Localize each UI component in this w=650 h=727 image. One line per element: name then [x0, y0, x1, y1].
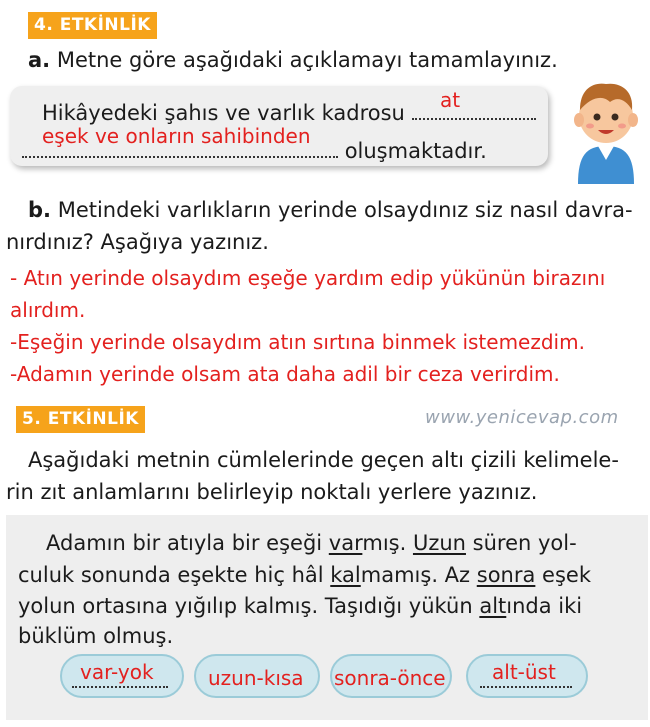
activity-5-instruction-1: Aşağıdaki metnin cümlelerinde geçen altı çizili kelimele- [28, 448, 619, 472]
answer-blank-1[interactable] [412, 98, 536, 120]
part-a-text: Metne göre aşağıdaki açıklamayı tamamlayınız. [56, 48, 558, 72]
completion-line-1-text: Hikâyedeki şahıs ve varlık kadrosu [42, 101, 405, 125]
answer-pill-4-text: alt-üst [492, 660, 556, 684]
part-a-instruction [28, 46, 558, 74]
underlined-word-kal: kal [330, 563, 361, 587]
passage-text: süren yol- [465, 531, 577, 555]
activity-5-badge: 5. ETKİNLİK [16, 406, 145, 433]
part-b-answer-1: - Atın yerinde olsaydım eşeğe yardım edip yükünün birazını [10, 266, 606, 290]
completion-line-1 [42, 98, 536, 127]
part-b-letter: b. [28, 198, 52, 222]
activity-5-instruction-2: rin zıt anlamlarını belirleyip noktalı yerlere yazınız. [6, 480, 538, 504]
passage-text: ında iki [506, 594, 583, 618]
answer-pill-1-dots [72, 686, 168, 688]
watermark: www.yenicevap.com [425, 407, 619, 428]
passage-text: eşek [535, 563, 591, 587]
underlined-word-uzun: Uzun [412, 531, 466, 555]
part-b-answer-4: -Adamın yerinde olsam ata daha adil bir ceza verirdim. [10, 362, 560, 386]
passage-line-2 [18, 560, 591, 590]
answer-2: eşek ve onların sahibinden [42, 124, 311, 148]
underlined-word-var: var [328, 531, 363, 555]
part-b-text-1: Metindeki varlıkların yerinde olsaydınız siz nasıl davra- [57, 198, 633, 222]
answer-pill-2-text: uzun-kısa [208, 666, 304, 690]
part-a-letter: a. [28, 48, 51, 72]
part-b-answer-2: alırdım. [10, 298, 86, 322]
answer-pill-3-text: sonra-önce [334, 666, 446, 690]
passage-text: culuk sonunda eşekte hiç hâl [18, 563, 331, 587]
passage-line-3 [18, 591, 582, 621]
passage-line-4: büklüm olmuş. [18, 624, 174, 648]
passage-text: mamış. Az [360, 563, 477, 587]
boy-illustration [568, 74, 644, 184]
underlined-word-alt: alt [479, 594, 507, 618]
part-b-instruction-line-2: nırdınız? Aşağıya yazınız. [6, 230, 269, 254]
part-b-instruction-line-1 [28, 196, 633, 224]
answer-1: at [440, 88, 461, 112]
underlined-word-sonra: sonra [476, 563, 536, 587]
passage-text: yolun ortasına yığılıp kalmış. Taşıdığı yükün [18, 594, 480, 618]
passage-text: mış. [362, 531, 413, 555]
completion-line-2-tail: oluşmaktadır. [344, 139, 487, 163]
answer-pill-1-text: var-yok [80, 660, 154, 684]
answer-pill-4-dots [480, 686, 572, 688]
activity-4-badge: 4. ETKİNLİK [28, 12, 157, 39]
passage-line-1 [46, 528, 577, 558]
part-b-answer-3: -Eşeğin yerinde olsaydım atın sırtına binmek istemezdim. [10, 330, 585, 354]
passage-text: Adamın bir atıyla bir eşeği [46, 531, 329, 555]
